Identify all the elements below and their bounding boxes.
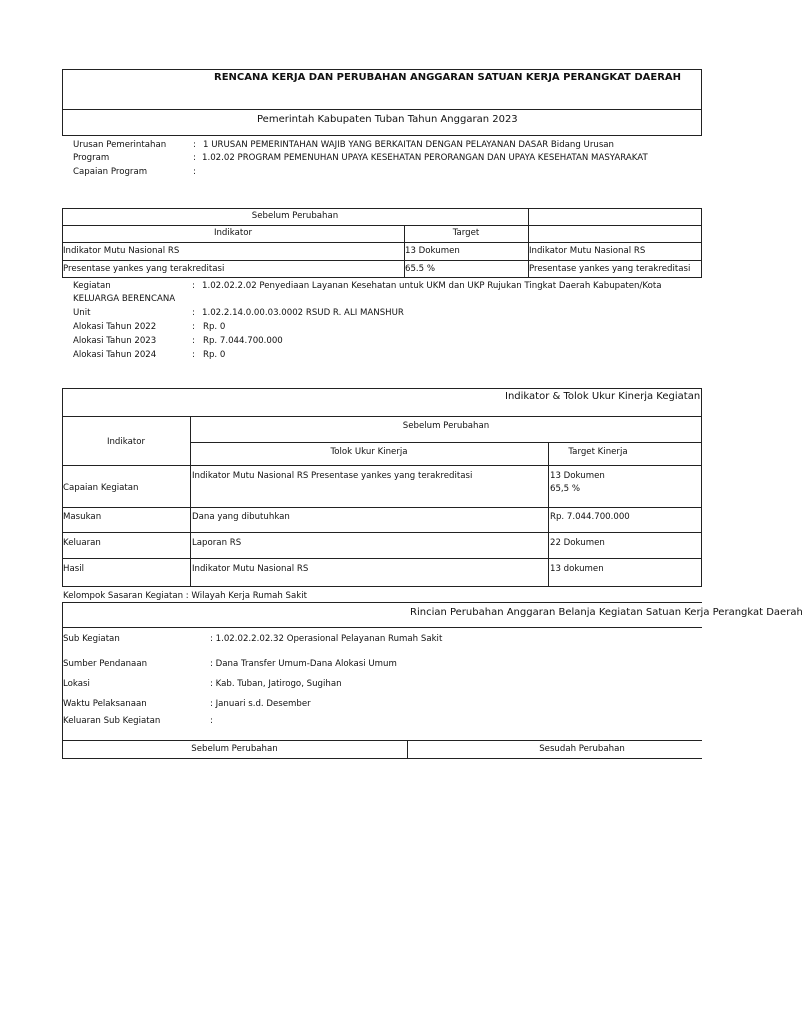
- alokasi-2024-value: Rp. 0: [203, 350, 226, 360]
- kinerja-row-3-indikator: Keluaran: [63, 538, 101, 548]
- kinerja-row-4-target-1: 13 dokumen: [550, 564, 604, 574]
- keluaran-sub-label: Keluaran Sub Kegiatan: [63, 716, 161, 726]
- kegiatan-value: 1.02.02.2.02 Penyediaan Layanan Kesehatan untuk UKM dan UKP Rujukan Tingkat Daerah Kabupaten/Kota: [202, 281, 662, 291]
- kegiatan-label: Kegiatan: [73, 281, 111, 291]
- kinerja-title: Indikator & Tolok Ukur Kinerja Kegiatan: [505, 391, 701, 402]
- capaian-col-target: Target: [452, 228, 480, 238]
- kegiatan-colon: :: [192, 281, 195, 291]
- rincian-sesudah-header: Sesudah Perubahan: [539, 744, 625, 754]
- urusan-label: Urusan Pemerintahan: [73, 140, 167, 150]
- urusan-value: 1 URUSAN PEMERINTAHAN WAJIB YANG BERKAITAN DENGAN PELAYANAN DASAR Bidang Urusan: [203, 140, 615, 150]
- kinerja-col-tolok: Tolok Ukur Kinerja: [330, 447, 408, 457]
- sumber-label: Sumber Pendanaan: [63, 659, 148, 669]
- unit-colon: :: [192, 308, 195, 318]
- kinerja-row-3-target-1: 22 Dokumen: [550, 538, 605, 548]
- alokasi-2024-colon: :: [192, 350, 195, 360]
- waktu-label: Waktu Pelaksanaan: [63, 699, 147, 709]
- alokasi-2022-colon: :: [192, 322, 195, 332]
- kinerja-row-4-tolok: Indikator Mutu Nasional RS: [192, 564, 309, 574]
- capaian-row-1-target: 13 Dokumen: [405, 246, 460, 256]
- kinerja-row-1-tolok: Indikator Mutu Nasional RS Presentase yankes yang terakreditasi: [192, 471, 473, 481]
- sub-kegiatan-label: Sub Kegiatan: [63, 634, 120, 644]
- kinerja-row-3-tolok: Laporan RS: [192, 538, 242, 548]
- document-title: RENCANA KERJA DAN PERUBAHAN ANGGARAN SATUAN KERJA PERANGKAT DAERAH: [214, 72, 682, 83]
- program-colon: :: [193, 153, 196, 163]
- lokasi-value: : Kab. Tuban, Jatirogo, Sugihan: [210, 679, 342, 689]
- alokasi-2023-value: Rp. 7.044.700.000: [203, 336, 283, 346]
- lokasi-label: Lokasi: [63, 679, 90, 689]
- capaian-row-2-sesudah: Presentase yankes yang terakreditasi: [529, 264, 691, 274]
- kinerja-row-1-target-1: 13 Dokumen: [550, 471, 605, 481]
- kinerja-col-indikator: Indikator: [106, 437, 146, 447]
- alokasi-2023-label: Alokasi Tahun 2023: [73, 336, 157, 346]
- alokasi-2024-label: Alokasi Tahun 2024: [73, 350, 157, 360]
- kinerja-sebelum-header: Sebelum Perubahan: [402, 421, 490, 431]
- kinerja-row-4-indikator: Hasil: [63, 564, 84, 574]
- kinerja-col-target: Target Kinerja: [568, 447, 628, 457]
- alokasi-2022-label: Alokasi Tahun 2022: [73, 322, 157, 332]
- capaian-row-1-sesudah: Indikator Mutu Nasional RS: [529, 246, 646, 256]
- alokasi-2023-colon: :: [192, 336, 195, 346]
- document-subtitle: Pemerintah Kabupaten Tuban Tahun Anggaran 2023: [257, 114, 518, 125]
- document-page: [62, 0, 803, 1024]
- capaian-row-1-indikator: Indikator Mutu Nasional RS: [63, 246, 180, 256]
- sumber-value: : Dana Transfer Umum-Dana Alokasi Umum: [210, 659, 397, 669]
- capaian-row-2-target: 65.5 %: [405, 264, 436, 274]
- kinerja-row-2-indikator: Masukan: [63, 512, 102, 522]
- waktu-value: : Januari s.d. Desember: [210, 699, 311, 709]
- kinerja-row-1-target-2: 65,5 %: [550, 484, 581, 494]
- sub-kegiatan-value: : 1.02.02.2.02.32 Operasional Pelayanan Rumah Sakit: [210, 634, 443, 644]
- keluaran-sub-value: :: [210, 716, 213, 726]
- unit-label: Unit: [73, 308, 91, 318]
- kinerja-row-2-tolok: Dana yang dibutuhkan: [192, 512, 290, 522]
- alokasi-2022-value: Rp. 0: [203, 322, 226, 332]
- urusan-colon: :: [193, 140, 196, 150]
- capaian-program-colon: :: [193, 167, 196, 177]
- program-value: 1.02.02 PROGRAM PEMENUHAN UPAYA KESEHATAN PERORANGAN DAN UPAYA KESEHATAN MASYARAKAT: [202, 153, 648, 163]
- program-label: Program: [73, 153, 110, 163]
- capaian-row-2-indikator: Presentase yankes yang terakreditasi: [63, 264, 225, 274]
- kelompok-sasaran: Kelompok Sasaran Kegiatan : Wilayah Kerja Rumah Sakit: [63, 591, 308, 601]
- unit-value: 1.02.2.14.0.00.03.0002 RSUD R. ALI MANSHUR: [202, 308, 404, 318]
- rincian-sebelum-header: Sebelum Perubahan: [191, 744, 278, 754]
- rincian-title: Rincian Perubahan Anggaran Belanja Kegiatan Satuan Kerja Perangkat Daerah: [410, 607, 803, 618]
- capaian-program-label: Capaian Program: [73, 167, 148, 177]
- kinerja-row-2-target-1: Rp. 7.044.700.000: [550, 512, 630, 522]
- capaian-col-indikator: Indikator: [213, 228, 253, 238]
- capaian-sebelum-header: Sebelum Perubahan: [251, 211, 339, 221]
- kegiatan-cont: KELUARGA BERENCANA: [73, 294, 176, 304]
- kinerja-row-1-indikator: Capaian Kegiatan: [63, 483, 139, 493]
